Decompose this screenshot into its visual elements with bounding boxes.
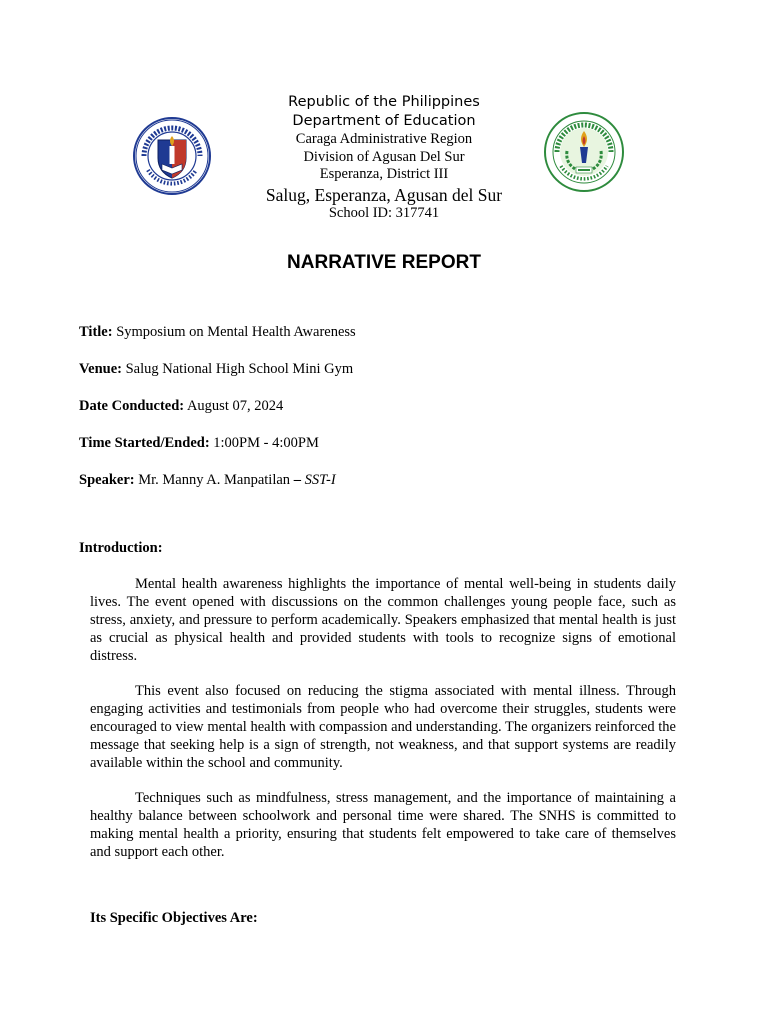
letterhead-school-id: School ID: 317741 <box>328 204 440 221</box>
field-date-value: August 07, 2024 <box>186 398 284 414</box>
field-speaker <box>79 471 336 489</box>
report-title: NARRATIVE REPORT <box>287 252 481 273</box>
field-venue-label: Venue: <box>79 361 122 377</box>
letterhead-district: Esperanza, District III <box>319 166 449 182</box>
letterhead-region: Caraga Administrative Region <box>295 131 473 147</box>
field-date-label: Date Conducted: <box>79 398 185 414</box>
letterhead-country: Republic of the Philippines <box>288 94 480 110</box>
field-date <box>79 397 283 415</box>
letterhead <box>234 93 534 222</box>
letterhead-department: Department of Education <box>292 113 476 129</box>
field-time <box>79 434 319 452</box>
objectives-heading: Its Specific Objectives Are: <box>90 910 258 926</box>
field-title-value: Symposium on Mental Health Awareness <box>116 324 356 340</box>
field-time-label: Time Started/Ended: <box>79 435 210 451</box>
field-speaker-value: Mr. Manny A. Manpatilan <box>138 472 291 488</box>
field-speaker-label: Speaker: <box>79 472 135 488</box>
school-seal-logo <box>543 111 625 193</box>
field-speaker-position: SST-I <box>304 472 336 488</box>
deped-seal-logo <box>132 114 212 198</box>
field-speaker-dash: – <box>293 472 301 488</box>
field-time-value: 1:00PM - 4:00PM <box>213 435 319 451</box>
introduction-paragraph: This event also focused on reducing the stigma associated with mental illness. Through engaging activities and testimonials from people who had overcome their struggles, students were encouraged to view mental health with compassion and understanding. The organizers reinforced the message that seeking help is a sign of strength, not weakness, and that support systems are readily available within the school and community. <box>90 683 676 771</box>
introduction-heading: Introduction: <box>79 540 163 556</box>
field-title <box>79 323 356 341</box>
letterhead-school-address: Salug, Esperanza, Agusan del Sur <box>265 184 503 205</box>
field-venue-value: Salug National High School Mini Gym <box>125 361 354 377</box>
letterhead-division: Division of Agusan Del Sur <box>303 148 465 165</box>
introduction-paragraph: Mental health awareness highlights the importance of mental well-being in students daily lives. The event opened with discussions on the common challenges young people face, such as stress, anxiety, and pressure to perform academically. Speakers emphasized that mental health is just as crucial as physical health and provided students with tools to recognize signs of emotional distress. <box>90 576 676 664</box>
field-title-label: Title: <box>79 324 113 340</box>
field-venue <box>79 360 353 378</box>
introduction-paragraph: Techniques such as mindfulness, stress management, and the importance of maintaining a healthy balance between schoolwork and personal time were shared. The SNHS is committed to making mental health a priority, ensuring that students felt empowered to take care of themselves and support each other. <box>90 790 676 860</box>
